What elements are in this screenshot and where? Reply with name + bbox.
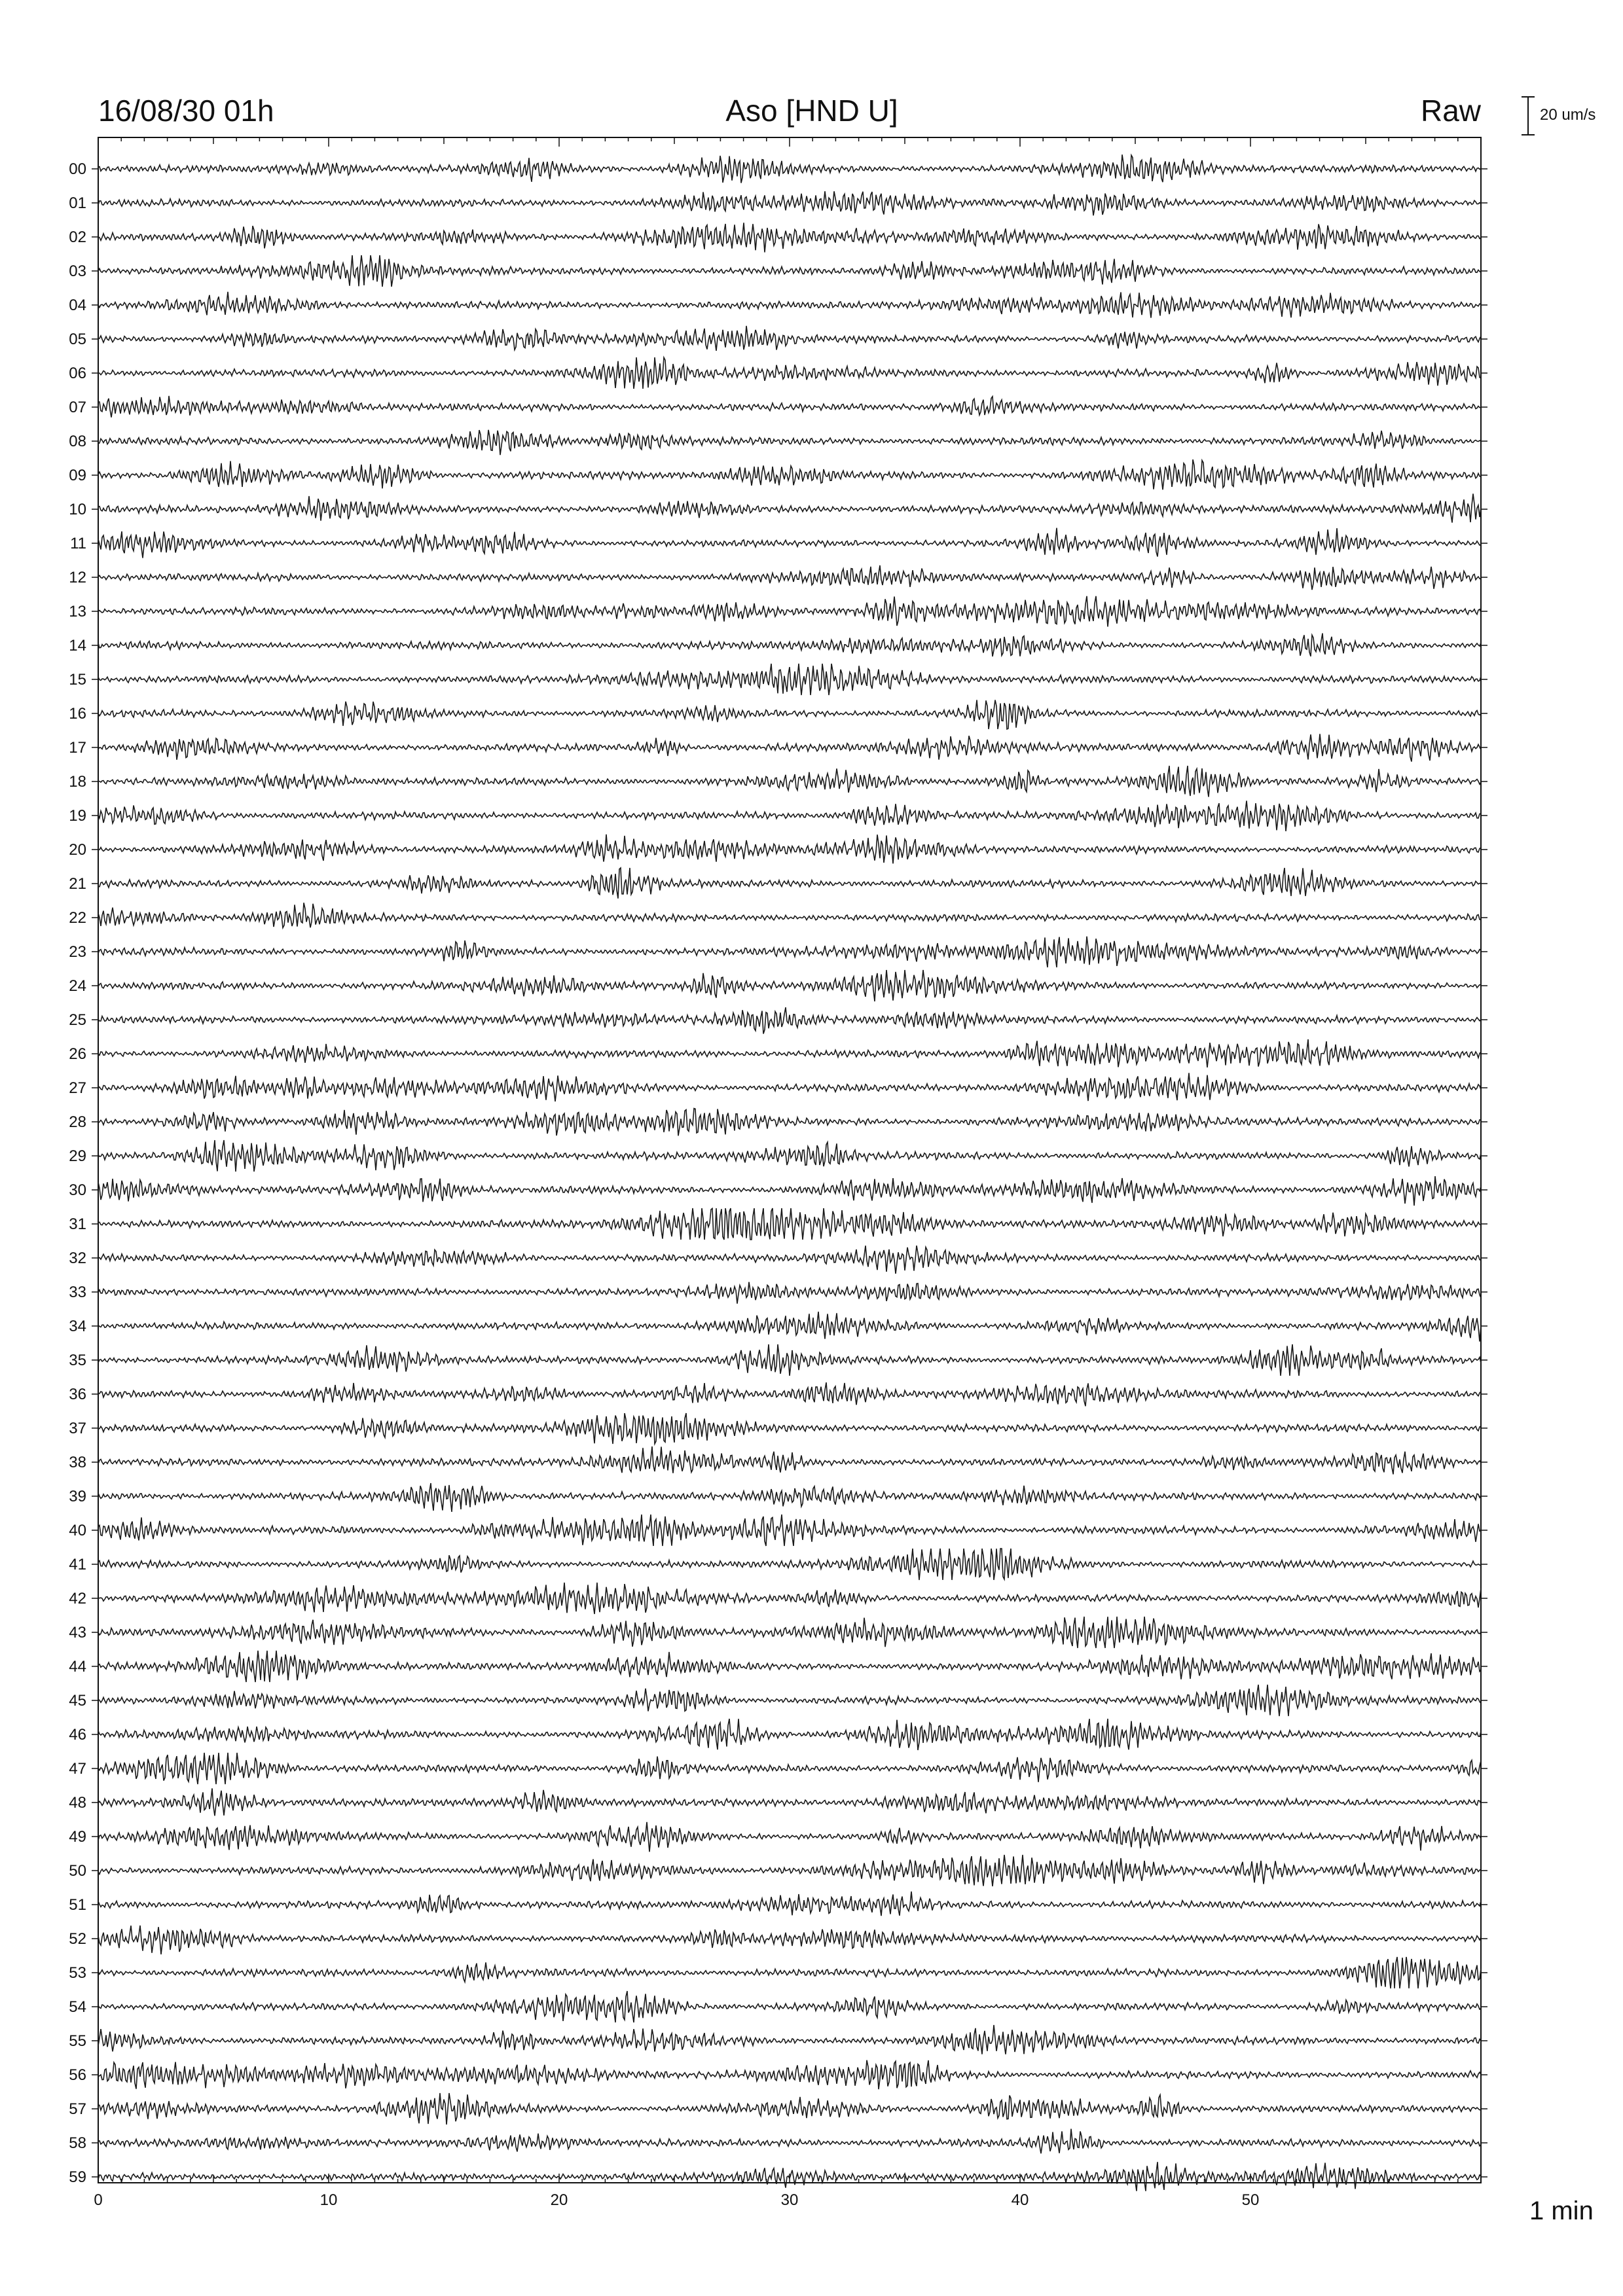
row-label: 36 [69,1386,86,1403]
trace-row-54 [98,1991,1481,2022]
trace-row-25 [98,1007,1481,1033]
trace-row-18 [98,766,1481,797]
trace-row-20 [98,834,1481,864]
row-label: 54 [69,1998,86,2016]
trace-row-16 [98,700,1481,730]
trace-row-53 [98,1957,1481,1988]
trace-row-48 [98,1788,1481,1816]
row-label: 35 [69,1352,86,1369]
row-label: 12 [69,569,86,586]
trace-row-39 [98,1483,1481,1512]
trace-row-14 [98,634,1481,657]
trace-row-07 [98,396,1481,418]
trace-row-44 [98,1651,1481,1682]
row-label: 25 [69,1011,86,1029]
trace-row-01 [98,191,1481,215]
row-label: 16 [69,705,86,723]
row-label: 29 [69,1147,86,1165]
trace-row-26 [98,1039,1481,1067]
trace-row-17 [98,734,1481,761]
row-label: 57 [69,2100,86,2118]
row-label: 26 [69,1045,86,1063]
trace-row-22 [98,903,1481,927]
trace-row-23 [98,937,1481,967]
row-label: 02 [69,228,86,246]
trace-row-05 [98,326,1481,351]
trace-row-19 [98,801,1481,832]
row-label: 11 [70,535,86,552]
trace-row-43 [98,1617,1481,1648]
trace-row-50 [98,1855,1481,1886]
row-label: 33 [69,1283,86,1301]
row-label: 43 [69,1624,86,1641]
row-label: 09 [69,467,86,484]
trace-row-27 [98,1073,1481,1102]
row-label: 51 [69,1896,86,1914]
row-label: 40 [69,1522,86,1539]
row-label: 34 [69,1318,86,1335]
trace-row-10 [98,493,1481,522]
row-label: 42 [69,1590,86,1607]
trace-row-12 [98,565,1481,590]
trace-row-35 [98,1344,1481,1376]
row-label: 56 [69,2066,86,2084]
row-label: 19 [69,807,86,825]
trace-row-00 [98,154,1481,183]
row-label: 53 [69,1964,86,1982]
x-tick-label: 30 [780,2191,799,2209]
trace-row-49 [98,1822,1481,1852]
row-label: 08 [69,433,86,450]
row-label: 18 [69,773,86,791]
row-label: 41 [69,1556,86,1573]
row-label: 04 [69,296,86,314]
trace-row-04 [98,292,1481,318]
row-label: 23 [69,943,86,961]
row-label: 32 [69,1249,86,1267]
station-title: Aso [HND U] [725,94,898,128]
row-label: 37 [69,1420,86,1437]
trace-row-15 [98,664,1481,695]
row-label: 24 [69,977,86,995]
row-label: 48 [69,1794,86,1812]
trace-row-21 [98,868,1481,899]
row-label: 59 [69,2168,86,2186]
trace-row-40 [98,1515,1481,1546]
trace-row-31 [98,1208,1481,1240]
date-hour-label: 16/08/30 01h [98,94,274,128]
row-label: 20 [69,841,86,859]
x-tick-label: 20 [550,2191,568,2209]
row-label: 38 [69,1454,86,1471]
trace-row-51 [98,1892,1481,1916]
trace-row-37 [98,1413,1481,1444]
trace-row-56 [98,2060,1481,2089]
trace-row-24 [98,970,1481,1001]
row-label: 58 [69,2134,86,2152]
trace-row-09 [98,459,1481,490]
row-label: 27 [69,1079,86,1097]
trace-row-45 [98,1685,1481,1716]
trace-row-36 [98,1382,1481,1406]
trace-row-34 [98,1312,1481,1342]
row-label: 55 [69,2032,86,2050]
row-label: 47 [69,1760,86,1778]
row-label: 45 [69,1692,86,1710]
trace-row-41 [98,1549,1481,1580]
trace-row-29 [98,1140,1481,1172]
row-label: 01 [69,194,86,212]
trace-row-38 [98,1446,1481,1475]
row-label: 44 [69,1658,86,1676]
row-label: 30 [69,1181,86,1199]
row-label: 22 [69,909,86,927]
row-label: 39 [69,1488,86,1505]
time-unit-label: 1 min [1529,2197,1594,2225]
trace-row-57 [98,2093,1481,2125]
trace-row-28 [98,1109,1481,1136]
row-label: 52 [69,1930,86,1948]
mode-label: Raw [1420,94,1481,128]
row-label: 46 [69,1726,86,1744]
trace-row-30 [98,1176,1481,1206]
trace-row-58 [98,2129,1481,2154]
row-label: 14 [69,637,86,655]
row-label: 06 [69,365,86,382]
x-tick-label: 0 [94,2191,103,2209]
row-label: 21 [69,875,86,893]
trace-row-33 [98,1282,1481,1304]
x-tick-label: 40 [1011,2191,1029,2209]
trace-row-32 [98,1246,1481,1274]
row-label: 13 [69,603,86,620]
trace-row-47 [98,1753,1481,1784]
x-tick-label: 50 [1241,2191,1260,2209]
trace-row-02 [98,223,1481,252]
row-label: 28 [69,1113,86,1131]
row-label: 00 [69,160,86,178]
trace-row-42 [98,1583,1481,1614]
trace-row-46 [98,1719,1481,1750]
x-tick-label: 10 [319,2191,338,2209]
row-label: 05 [69,331,86,348]
trace-row-11 [98,528,1481,558]
trace-row-08 [98,430,1481,455]
row-label: 49 [69,1828,86,1846]
trace-row-52 [98,1926,1481,1954]
trace-row-03 [98,255,1481,287]
trace-row-55 [98,2025,1481,2054]
trace-row-13 [98,596,1481,627]
row-label: 03 [69,262,86,280]
row-label: 15 [69,671,86,689]
trace-row-06 [98,357,1481,389]
row-label: 17 [69,739,86,757]
row-label: 07 [69,399,86,416]
amplitude-scale-label: 20 um/s [1540,106,1596,124]
row-label: 50 [69,1862,86,1880]
row-label: 31 [69,1215,86,1233]
row-label: 10 [69,501,86,518]
